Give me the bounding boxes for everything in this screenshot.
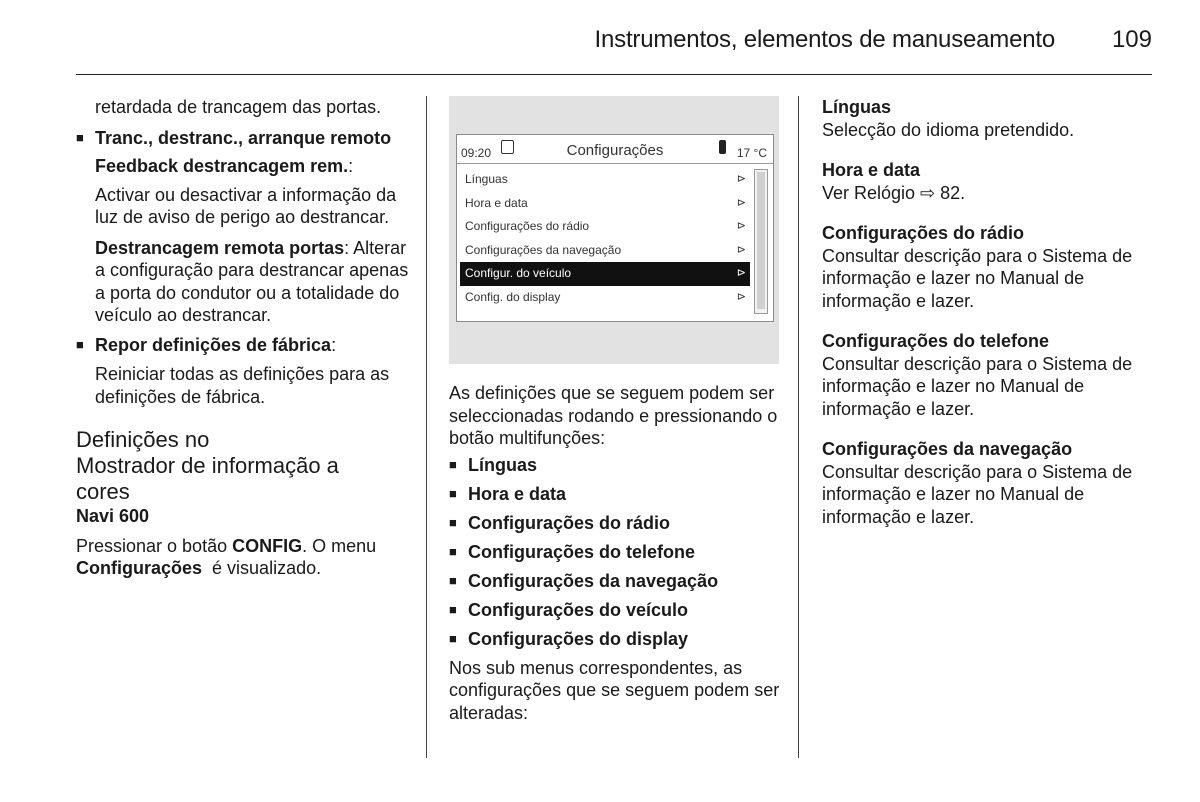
menu-item-display[interactable]: [460, 286, 750, 310]
column-3: [822, 96, 1152, 528]
header-rule: [76, 74, 1152, 75]
section-title-line-2: Mostrador de informação a: [76, 453, 339, 478]
screen-temperature: 17 °C: [736, 146, 767, 160]
chevron-right-icon: ⊳: [736, 173, 746, 185]
factory-reset-colon: :: [331, 334, 337, 355]
section-text: Consultar descrição para o Sistema de informação e lazer no Manual de informação e lazer.: [822, 353, 1133, 419]
instruction-part-2: . O menu: [302, 535, 377, 556]
section-languages: [822, 96, 1152, 141]
chevron-right-icon: ⊳: [736, 220, 746, 232]
feedback-label: Feedback destrancagem rem.: [95, 156, 349, 176]
chevron-right-icon: ⊳: [736, 196, 746, 209]
subheading-navi: Navi 600: [76, 506, 150, 526]
section-radio: [822, 222, 1152, 312]
screen-title: Configurações: [566, 142, 664, 159]
settings-screen: [456, 134, 774, 322]
section-title-line-3: cores: [76, 479, 130, 504]
remote-doors-item: [76, 237, 416, 327]
section-title: [76, 427, 416, 505]
section-title-line-1: Definições no: [76, 427, 210, 452]
bullet-factory-reset: [76, 334, 416, 357]
section-navigation: [822, 438, 1152, 528]
bullet-item: ■ Configurações da navegação: [449, 570, 785, 593]
settings-menu-list: [460, 168, 750, 309]
settings-bullet-list: [449, 454, 785, 651]
settings-screen-figure: [449, 96, 779, 364]
column-divider-1: [426, 96, 427, 758]
screen-header: [457, 135, 773, 164]
menu-item-label: Configur. do veículo: [465, 266, 572, 280]
menu-item-label: Línguas: [465, 172, 508, 186]
menu-item-label: Hora e data: [465, 195, 528, 210]
menu-item-label: Config. do display: [465, 289, 561, 304]
feedback-heading: [76, 155, 416, 178]
intro-text: As definições que se seguem podem ser seleccionadas rodando e pressionando o botão multifunções:: [449, 383, 778, 448]
menu-item-navigation[interactable]: [460, 239, 750, 263]
chevron-right-icon: ⊳: [736, 290, 746, 303]
scrollbar-thumb[interactable]: [757, 172, 765, 309]
instruction-part-1: Pressionar o botão: [76, 535, 233, 556]
remote-doors-text: Alterar a configuração para destrancar apenas a porta do condutor ou a totalidade do veículo ao destrancar.: [95, 237, 409, 325]
bullet-item: ■ Hora e data: [449, 483, 785, 506]
header-title: Instrumentos, elementos de manuseamento: [594, 26, 1055, 53]
thermometer-icon: [719, 140, 726, 154]
remote-doors-label: Destrancagem remota portas: [95, 237, 345, 258]
chevron-right-icon: ⊳: [736, 243, 746, 256]
outro-text: Nos sub menus correspondentes, as configurações que se seguem podem ser alteradas:: [449, 657, 780, 723]
menu-scrollbar[interactable]: [754, 169, 768, 314]
bullet-item: ■ Configurações do veículo: [449, 599, 785, 622]
bullet-item: ■ Configurações do display: [449, 628, 785, 651]
section-text: Selecção do idioma pretendido.: [822, 119, 1075, 140]
column-divider-2: [798, 96, 799, 758]
menu-item-languages[interactable]: [460, 168, 750, 192]
chevron-right-icon: ⊳: [736, 267, 746, 279]
factory-reset-label: Repor definições de fábrica: [95, 334, 332, 355]
menu-item-vehicle[interactable]: [460, 262, 750, 286]
continued-text: retardada de trancagem das portas.: [95, 97, 382, 117]
menu-item-label: Configurações do rádio: [465, 219, 590, 233]
bullet-item: ■ Configurações do telefone: [449, 541, 785, 564]
column-1: [76, 96, 416, 580]
feedback-text: Activar ou desactivar a informação da luz de aviso de perigo ao destrancar.: [95, 184, 397, 227]
bullet-item: ■ Configurações do rádio: [449, 512, 785, 535]
section-text: Ver Relógio ⇨ 82.: [822, 182, 966, 203]
menu-name: Configurações: [76, 558, 203, 578]
section-phone: [822, 330, 1152, 420]
factory-reset-text: Reiniciar todas as definições para as definições de fábrica.: [95, 364, 390, 407]
bullet-remote-lock: ■ Tranc., destranc., arranque remoto: [76, 127, 416, 150]
menu-item-radio[interactable]: [460, 215, 750, 239]
remote-doors-colon: :: [344, 237, 350, 258]
section-heading: Configurações do telefone: [822, 331, 1050, 351]
instruction-part-3: é visualizado.: [202, 558, 322, 578]
section-text: Consultar descrição para o Sistema de informação e lazer no Manual de informação e lazer.: [822, 461, 1133, 527]
bullet-item: ■ Línguas: [449, 454, 785, 477]
section-heading: Línguas: [822, 97, 892, 117]
screen-time: 09:20: [461, 146, 492, 160]
column-2: [449, 96, 785, 724]
section-time-date: [822, 159, 1152, 204]
page-number: 109: [1111, 26, 1152, 53]
config-instruction: [76, 535, 416, 580]
feedback-colon: :: [348, 156, 354, 176]
menu-item-time-date[interactable]: [460, 192, 750, 216]
section-text: Consultar descrição para o Sistema de informação e lazer no Manual de informação e lazer.: [822, 245, 1133, 311]
section-heading: Configurações da navegação: [822, 439, 1073, 459]
menu-item-label: Configurações da navegação: [465, 242, 622, 257]
section-heading: Hora e data: [822, 160, 921, 180]
config-button-name: CONFIG: [232, 535, 303, 556]
section-heading: Configurações do rádio: [822, 223, 1025, 243]
